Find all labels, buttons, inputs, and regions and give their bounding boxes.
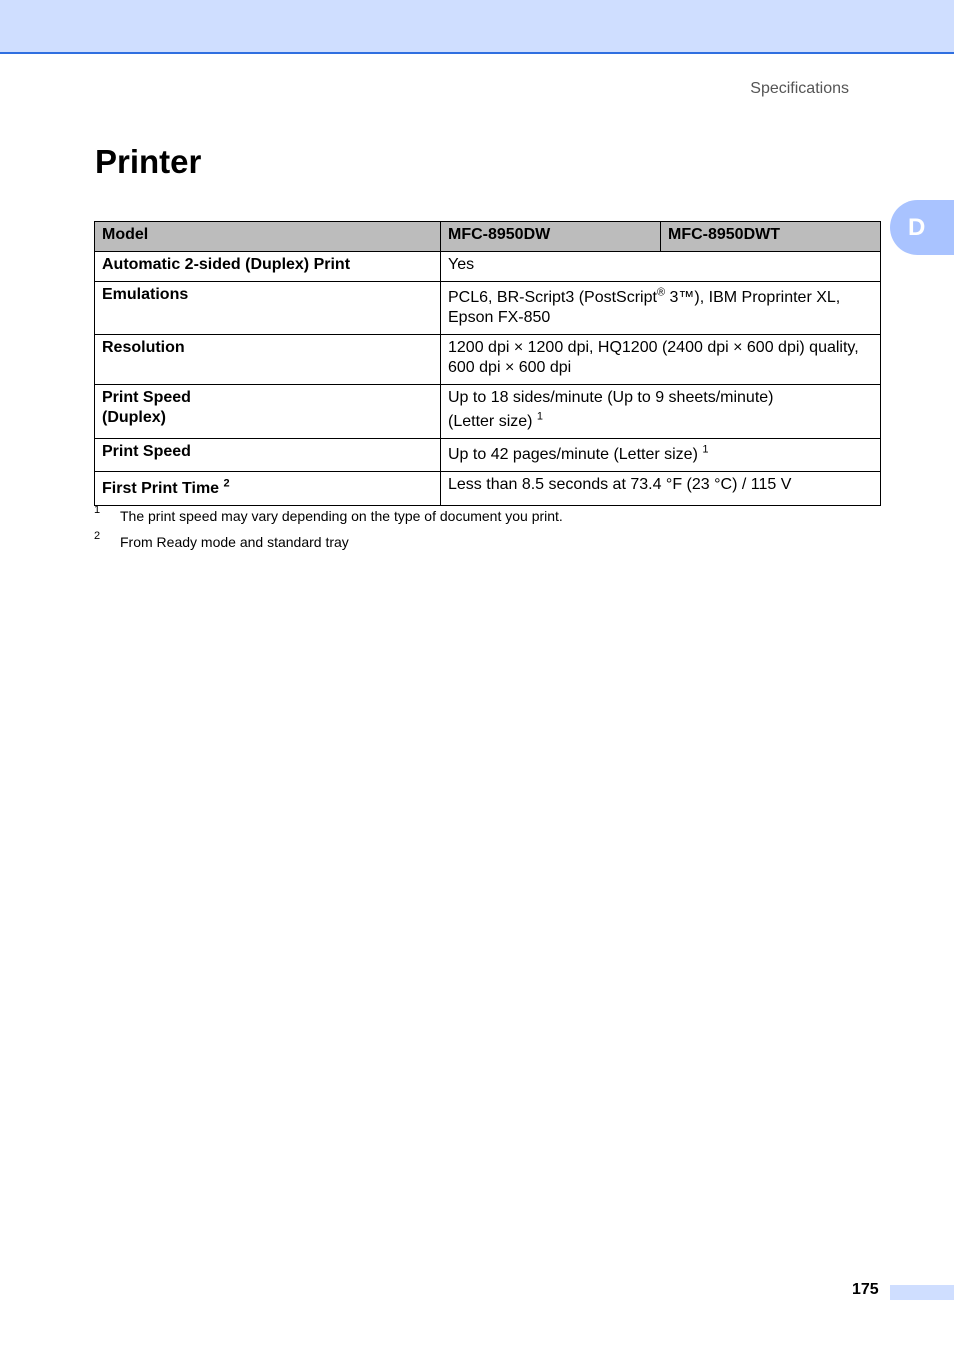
header-mfc-8950dw: MFC-8950DW bbox=[441, 222, 661, 252]
footnote-text: From Ready mode and standard tray bbox=[120, 534, 349, 550]
value-text: Epson FX-850 bbox=[448, 309, 551, 326]
table-row bbox=[95, 335, 881, 385]
page-number: 175 bbox=[852, 1281, 879, 1298]
table-header-row bbox=[95, 222, 881, 252]
row-value: Less than 8.5 seconds at 73.4 °F (23 °C) / 115 V bbox=[441, 472, 881, 506]
footnote-number: 1 bbox=[94, 504, 101, 516]
label-text: (Duplex) bbox=[102, 409, 166, 426]
bottom-band bbox=[890, 1285, 954, 1300]
row-label: Emulations bbox=[95, 282, 441, 335]
row-value: Yes bbox=[441, 252, 881, 282]
value-text: 1200 dpi × 1200 dpi, HQ1200 (2400 dpi × 600 dpi) quality, bbox=[448, 339, 859, 356]
footnote-ref[interactable]: 1 bbox=[702, 443, 709, 456]
footnote-ref[interactable]: 1 bbox=[536, 410, 544, 423]
running-head: Specifications bbox=[750, 80, 849, 97]
printer-spec-table bbox=[94, 221, 881, 506]
table-row bbox=[95, 385, 881, 439]
table-row bbox=[95, 252, 881, 282]
row-value bbox=[441, 439, 881, 472]
value-text: 3™), IBM Proprinter XL, bbox=[665, 289, 841, 306]
row-label: Automatic 2-sided (Duplex) Print bbox=[95, 252, 441, 282]
header-mfc-8950dwt: MFC-8950DWT bbox=[661, 222, 881, 252]
value-text: 600 dpi × 600 dpi bbox=[448, 359, 572, 376]
registered-mark: ® bbox=[656, 286, 666, 299]
row-value bbox=[441, 282, 881, 335]
row-value bbox=[441, 335, 881, 385]
row-label bbox=[95, 472, 441, 506]
chapter-tab[interactable]: D bbox=[890, 200, 954, 255]
row-label bbox=[95, 385, 441, 439]
table-row bbox=[95, 472, 881, 506]
top-header-band bbox=[0, 0, 954, 54]
row-label: Resolution bbox=[95, 335, 441, 385]
footnote-number: 2 bbox=[94, 530, 101, 542]
footnote-text: The print speed may vary depending on the type of document you print. bbox=[120, 508, 563, 524]
table-row bbox=[95, 282, 881, 335]
footnote-ref[interactable]: 2 bbox=[223, 477, 230, 490]
row-value bbox=[441, 385, 881, 439]
value-text: (Letter size) bbox=[448, 413, 537, 430]
label-text: Print Speed bbox=[102, 389, 191, 406]
value-text: PCL6, BR-Script3 (PostScript bbox=[448, 289, 657, 306]
header-model: Model bbox=[95, 222, 441, 252]
table-row bbox=[95, 439, 881, 472]
row-label: Print Speed bbox=[95, 439, 441, 472]
value-text: Up to 18 sides/minute (Up to 9 sheets/minute) bbox=[448, 389, 774, 406]
page-title: Printer bbox=[95, 143, 202, 180]
label-text: First Print Time bbox=[102, 480, 224, 497]
value-text: Up to 42 pages/minute (Letter size) bbox=[448, 446, 703, 463]
